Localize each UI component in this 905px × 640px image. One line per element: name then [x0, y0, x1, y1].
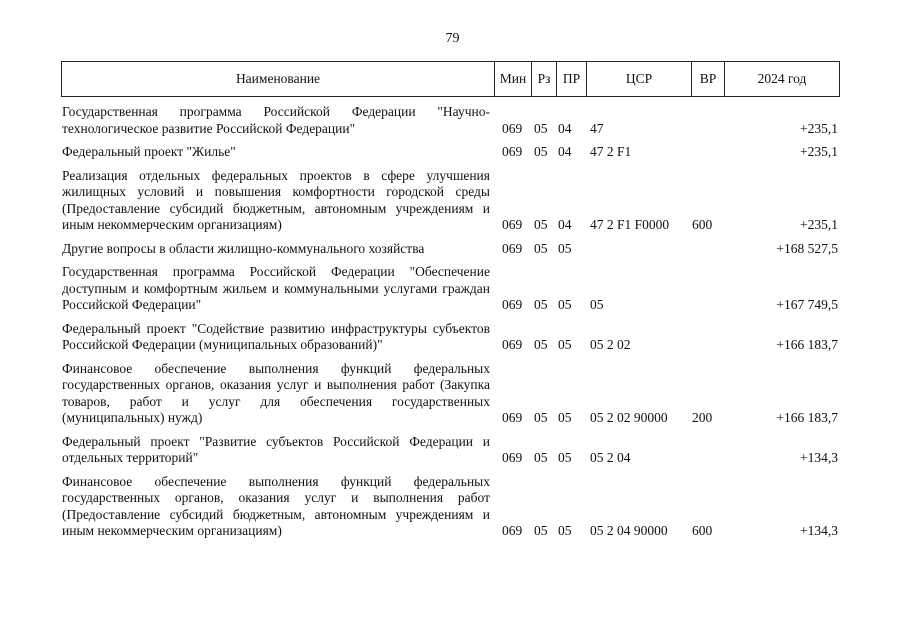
row-min: 069	[502, 144, 523, 159]
row-amount: +235,1	[800, 120, 838, 136]
row-csr: 05 2 04 90000	[590, 523, 668, 538]
table-row	[0, 474, 905, 540]
header-vr: ВР	[691, 62, 724, 96]
row-min: 069	[502, 450, 523, 465]
row-amount: +166 183,7	[776, 410, 838, 425]
row-pr: 04	[558, 217, 572, 232]
table-header	[61, 61, 840, 97]
row-csr: 05	[590, 297, 604, 312]
row-name: Государственная программа Российской Федерации "Обеспечение доступным и комфортным жильем и коммунальными услугами граждан Российской Федерации"	[62, 264, 490, 312]
table-row	[0, 264, 905, 314]
row-pr: 05	[558, 450, 572, 465]
row-min: 069	[502, 240, 523, 256]
row-rz: 05	[534, 410, 548, 425]
table-row	[0, 361, 905, 427]
header-name: Наименование	[235, 71, 321, 86]
table-row	[0, 104, 905, 137]
row-rz: 05	[534, 337, 548, 352]
row-name: Федеральный проект "Развитие субъектов Российской Федерации и отдельных территорий"	[62, 433, 490, 465]
row-pr: 04	[558, 120, 572, 136]
row-name: Федеральный проект "Жилье"	[62, 144, 236, 159]
row-name: Финансовое обеспечение выполнения функций федеральных государственных органов, оказания услуг и выполнения работ (Предоставление субсидий бюджетным, автономным учреждениям и иным некоммерческим организациям)	[62, 473, 490, 538]
row-rz: 05	[534, 450, 548, 465]
row-csr: 05 2 02	[590, 337, 631, 352]
row-rz: 05	[534, 240, 548, 256]
row-rz: 05	[534, 120, 548, 136]
row-amount: +235,1	[800, 217, 838, 232]
row-min: 069	[502, 337, 523, 352]
row-csr: 05 2 04	[590, 450, 631, 465]
row-vr: 200	[692, 410, 713, 425]
row-min: 069	[502, 217, 523, 232]
table-row	[0, 321, 905, 354]
row-name: Федеральный проект "Содействие развитию инфраструктуры субъектов Российской Федерации (муниципальных образований)"	[62, 320, 490, 352]
row-rz: 05	[534, 217, 548, 232]
row-min: 069	[502, 523, 523, 538]
row-amount: +166 183,7	[776, 337, 838, 352]
row-amount: +168 527,5	[776, 240, 838, 256]
row-csr: 47 2 F1 F0000	[590, 217, 670, 232]
row-amount: +235,1	[800, 144, 838, 159]
table-body	[0, 104, 905, 547]
row-rz: 05	[534, 297, 548, 312]
row-min: 069	[502, 297, 523, 312]
header-csr: ЦСР	[586, 62, 691, 96]
row-pr: 04	[558, 144, 572, 159]
row-min: 069	[502, 410, 523, 425]
table-row	[0, 434, 905, 467]
table-row	[0, 241, 905, 258]
row-csr: 47	[590, 120, 604, 136]
row-pr: 05	[558, 240, 572, 256]
row-vr: 600	[692, 523, 713, 538]
row-csr: 47 2 F1	[590, 144, 632, 159]
row-amount: +167 749,5	[776, 297, 838, 312]
row-pr: 05	[558, 410, 572, 425]
table-row	[0, 144, 905, 161]
row-amount: +134,3	[800, 523, 838, 538]
row-vr: 600	[692, 217, 713, 232]
row-name: Государственная программа Российской Федерации "Научно-технологическое развитие Российской Федерации"	[62, 104, 490, 136]
row-pr: 05	[558, 523, 572, 538]
page-number: 79	[445, 31, 460, 46]
row-csr: 05 2 02 90000	[590, 410, 668, 425]
row-min: 069	[502, 120, 523, 136]
row-rz: 05	[534, 523, 548, 538]
header-pr: ПР	[556, 62, 586, 96]
row-amount: +134,3	[800, 450, 838, 465]
header-min: Мин	[494, 62, 531, 96]
row-rz: 05	[534, 144, 548, 159]
row-name: Финансовое обеспечение выполнения функций федеральных государственных органов, оказания услуг и выполнения работ (Закупка товаров, работ и услуг для обеспечения государственных (муниципальных) нужд)	[62, 360, 490, 425]
row-name: Другие вопросы в области жилищно-коммунального хозяйства	[62, 240, 425, 256]
row-pr: 05	[558, 337, 572, 352]
header-rz: Рз	[531, 62, 556, 96]
header-year: 2024 год	[724, 62, 839, 96]
row-name: Реализация отдельных федеральных проектов в сфере улучшения жилищных условий и повышения комфортности городской среды (Предоставление субсидий бюджетным, автономным учреждениям и иным некоммерческим организациям)	[62, 167, 490, 232]
table-row	[0, 168, 905, 234]
row-pr: 05	[558, 297, 572, 312]
